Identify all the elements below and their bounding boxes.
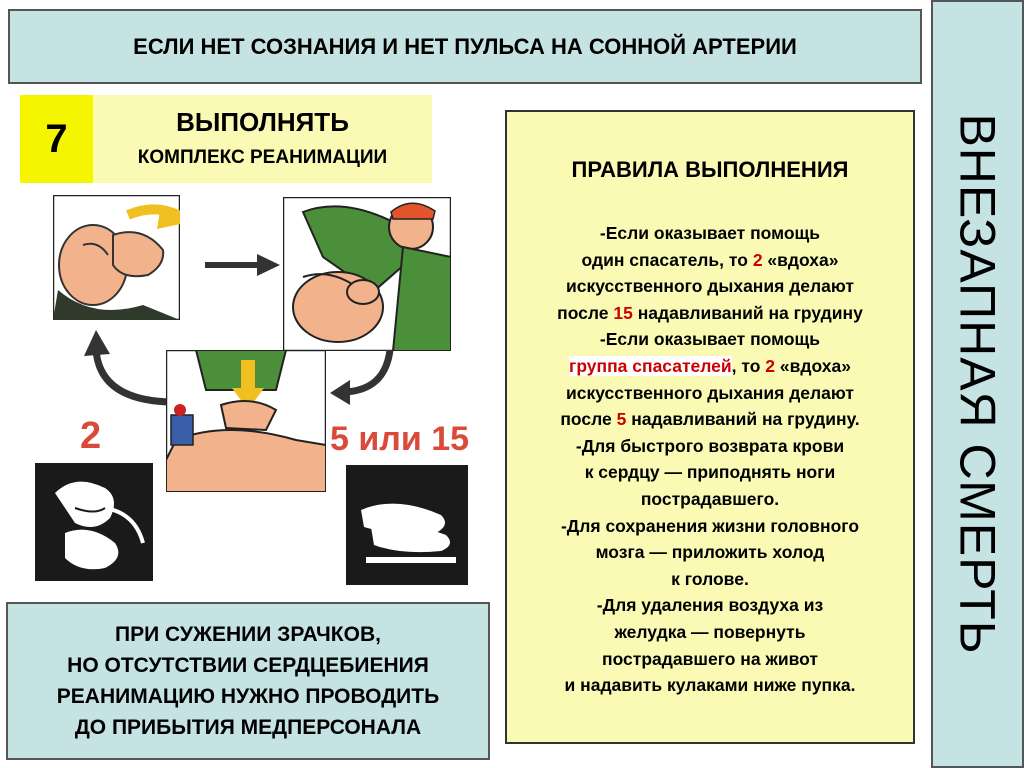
- highlight-number: 2: [765, 355, 776, 376]
- step-banner: [20, 95, 432, 183]
- compressions-label: 5 или 15: [330, 420, 470, 458]
- highlight-number: 2: [752, 249, 763, 270]
- rules-line: после 15 надавливаний на грудину: [557, 302, 863, 323]
- rules-line: один спасатель, то 2 «вдоха»: [581, 249, 839, 270]
- step-subtitle: КОМПЛЕКС РЕАНИМАЦИИ: [137, 147, 388, 168]
- rules-line: -Для удаления воздуха из: [596, 595, 824, 616]
- bottom-note-line: ПРИ СУЖЕНИИ ЗРАЧКОВ,: [115, 623, 381, 646]
- bottom-note-line: ДО ПРИБЫТИЯ МЕДПЕРСОНАЛА: [74, 716, 422, 739]
- step-number: 7: [20, 95, 93, 183]
- rules-line: пострадавшего.: [640, 488, 780, 509]
- rules-line: искусственного дыхания делают: [566, 276, 854, 297]
- rules-line: искусственного дыхания делают: [566, 382, 854, 403]
- header-title: ЕСЛИ НЕТ СОЗНАНИЯ И НЕТ ПУЛЬСА НА СОННОЙ АРТЕРИИ: [133, 33, 797, 59]
- rules-line: желудка — повернуть: [614, 621, 806, 642]
- step-title: ВЫПОЛНЯТЬ: [176, 107, 349, 137]
- rules-line: -Если оказывает помощь: [599, 329, 821, 350]
- rules-line: и надавить кулаками ниже пупка.: [564, 675, 856, 696]
- bottom-note-line: НО ОТСУТСТВИИ СЕРДЦЕБИЕНИЯ: [67, 654, 429, 677]
- head-tilt-illustration: [53, 195, 180, 320]
- rules-line: -Если оказывает помощь: [599, 223, 821, 243]
- rules-line: пострадавшего на живот: [602, 648, 818, 669]
- highlight-number: 5: [616, 409, 627, 430]
- compression-pictogram: [346, 465, 468, 585]
- rules-panel: [505, 110, 915, 744]
- rules-line: группа спасателей, то 2 «вдоха»: [569, 355, 851, 376]
- rules-line: к сердцу — приподнять ноги: [584, 462, 836, 483]
- side-title: ВНЕЗАПНАЯ СМЕРТЬ: [949, 113, 1006, 655]
- rules-line: к голове.: [671, 568, 749, 589]
- curved-arrow-up-icon: [80, 330, 175, 410]
- rules-line: мозга — приложить холод: [595, 542, 825, 563]
- curved-arrow-down-icon: [330, 350, 400, 405]
- side-banner: [931, 0, 1024, 768]
- rules-body: [507, 220, 913, 699]
- bottom-note: [6, 602, 490, 760]
- rules-line: после 5 надавливаний на грудину.: [560, 409, 860, 430]
- rules-title: ПРАВИЛА ВЫПОЛНЕНИЯ: [571, 157, 849, 182]
- arrow-right-icon: [205, 252, 280, 278]
- highlight-group: группа спасателей: [569, 355, 732, 376]
- rules-line: -Для сохранения жизни головного: [560, 515, 860, 536]
- bottom-note-line: РЕАНИМАЦИЮ НУЖНО ПРОВОДИТЬ: [56, 685, 440, 708]
- breaths-count: 2: [80, 415, 102, 457]
- breathing-pictogram: [35, 463, 153, 581]
- rescue-breath-illustration: [283, 197, 451, 351]
- chest-compression-illustration: [166, 350, 326, 492]
- rules-line: -Для быстрого возврата крови: [575, 435, 845, 456]
- page-header: [8, 9, 922, 84]
- highlight-number: 15: [613, 302, 633, 323]
